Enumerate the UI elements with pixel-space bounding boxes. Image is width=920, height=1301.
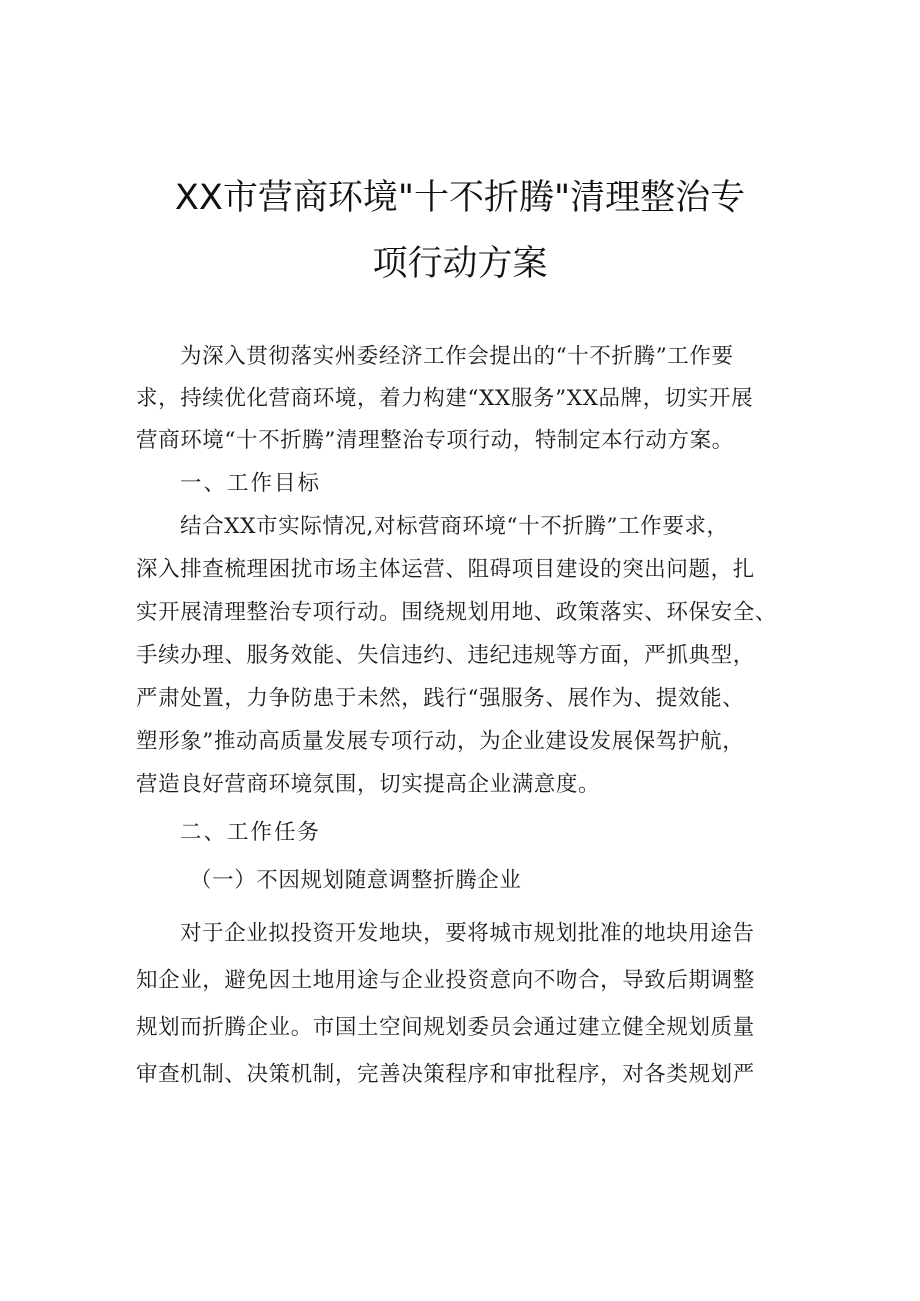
task-paragraph-line: 知企业，避免因土地用途与企业投资意向不吻合，导致后期调整 (136, 968, 755, 993)
document-title-line-1: XX市营商环境"十不折腾"清理整治专 (174, 178, 746, 218)
section-heading-goals: 一、工作目标 (180, 471, 322, 496)
intro-paragraph-line: 营商环境“十不折腾”清理整治专项行动，特制定本行动方案。 (136, 428, 734, 453)
goals-paragraph-line: 实开展清理整治专项行动。围绕规划用地、政策落实、环保安全、 (136, 600, 777, 625)
document-title-line-2: 项行动方案 (372, 244, 548, 284)
intro-paragraph-line: 为深入贯彻落实州委经济工作会提出的“十不折腾”工作要 (180, 344, 734, 369)
task-paragraph-line: 规划而折腾企业。市国土空间规划委员会通过建立健全规划质量 (136, 1015, 755, 1040)
goals-paragraph-line: 塑形象”推动高质量发展专项行动，为企业建设发展保驾护航， (136, 729, 745, 754)
goals-paragraph-line: 营造良好营商环境氛围，切实提高企业满意度。 (136, 772, 601, 797)
subsection-heading: （一）不因规划随意调整折腾企业 (190, 868, 522, 893)
goals-paragraph-line: 严肃处置，力争防患于未然，践行“强服务、展作为、提效能、 (136, 686, 745, 711)
intro-paragraph-line: 求，持续优化营商环境，着力构建“XX服务”XX品牌，切实开展 (136, 386, 754, 411)
goals-paragraph-line: 深入排查梳理困扰市场主体运营、阻碍项目建设的突出问题，扎 (136, 557, 755, 582)
goals-paragraph-line: 结合XX市实际情况,对标营商环境“十不折腾”工作要求， (180, 514, 729, 539)
task-paragraph-line: 对于企业拟投资开发地块，要将城市规划批准的地块用途告 (180, 921, 755, 946)
goals-paragraph-line: 手续办理、服务效能、失信违约、违纪违规等方面，严抓典型， (136, 643, 755, 668)
task-paragraph-line: 审查机制、决策机制，完善决策程序和审批程序，对各类规划严 (136, 1062, 755, 1087)
section-heading-tasks: 二、工作任务 (180, 820, 322, 845)
